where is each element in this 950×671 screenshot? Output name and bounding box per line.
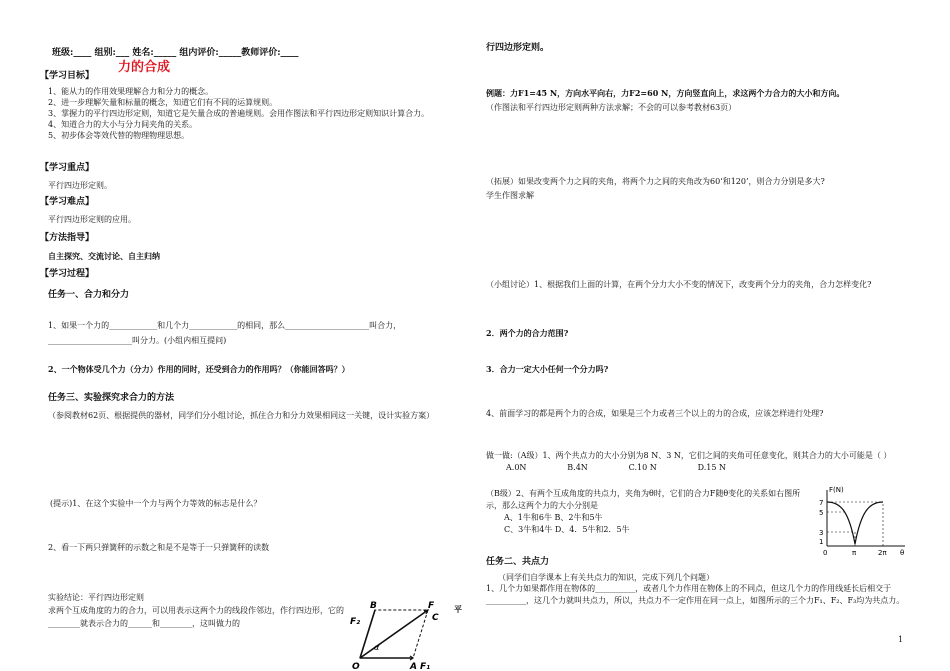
side-note: 平 xyxy=(454,604,462,614)
question-4: 4、前面学习的都是两个力的合成，如果是三个力或者三个以上的力的合成，应该怎样进行处理? xyxy=(486,409,824,418)
hint-1: (提示)1、在这个实验中一个力与两个力等效的标志是什么？ xyxy=(50,499,262,508)
question-3: 3．合力一定大小任何一个分力吗? xyxy=(486,364,609,374)
choice: B.4N xyxy=(567,463,588,472)
task3-heading: 任务三、实验探究求合力的方法 xyxy=(48,393,175,403)
tick-xpi: π xyxy=(852,549,857,556)
method-text: 自主探究、交流讨论、自主归纳 xyxy=(48,251,160,261)
difficulty-text: 平行四边形定则的应用。 xyxy=(48,215,136,224)
student-info-line: 班级:____ 组别:___ 姓名:_____ 组内评价:_____教师评价:____ xyxy=(52,48,299,58)
extension-note: 学生作图求解 xyxy=(486,191,534,200)
goal-item: 5、初步体会等效代替的物理物理思想。 xyxy=(48,131,190,140)
practice-a-choices xyxy=(506,462,726,473)
example-note: （作图法和平行四边形定则两种方法求解；不会的可以参考教材63页） xyxy=(486,103,737,112)
extension-question: （拓展）如果改变两个力之间的夹角，将两个力之间的夹角改为60‘和120’，则合力分别是多大? xyxy=(486,177,825,186)
goals-list xyxy=(48,86,468,141)
process-heading: 【学习过程】 xyxy=(40,269,95,279)
task1-question-1: 1、如果一个力的____________和几个力____________的相同，那么_____________________叫合力，_____________________叫分力。(小组内相互提问) xyxy=(48,321,402,345)
task1-question-2: 2、一个物体受几个力（分力）作用的同时，还受到合力的作用吗？（你能回答吗？） xyxy=(48,364,350,374)
label-c: C xyxy=(432,613,439,623)
conclusion-heading: 实验结论：平行四边形定则 xyxy=(48,593,144,602)
label-a: A xyxy=(410,662,417,671)
force-angle-graph xyxy=(815,484,910,556)
group-discussion: （小组讨论）1、根据我们上面的计算，在两个分力大小不变的情况下，改变两个分力的夹角，合力怎样变化? xyxy=(486,280,872,289)
hint-2: 2、看一下两只弹簧秤的示数之和是不是等于一只弹簧秤的读数 xyxy=(48,543,270,552)
practice-a: 做一做:（A级）1、两个共点力的大小分别为8 N、3 N，它们之间的夹角可任意变化，则其合力的大小可能是（ ） xyxy=(486,451,892,460)
resultant-vector xyxy=(360,610,428,658)
goal-item: 2、进一步理解矢量和标量的概念，知道它们有不同的运算规则。 xyxy=(48,98,278,107)
label-o: O xyxy=(352,662,360,671)
tick-y1: 1 xyxy=(819,538,824,546)
goals-heading: 【学习目标】 xyxy=(40,71,95,81)
example-problem: 例题：力F1=45 N，方向水平向右，力F2=60 N，方向竖直向上，求这两个力合力的大小和方向。 xyxy=(486,88,845,98)
label-f1: F₁ xyxy=(420,662,431,671)
page-number: 1 xyxy=(898,635,904,644)
goal-item: 1、能从力的作用效果理解合力和分力的概念。 xyxy=(48,87,214,96)
page-title: 力的合成 xyxy=(118,60,171,75)
goal-item: 4、知道合力的大小与分力间夹角的关系。 xyxy=(48,120,198,129)
conclusion-text: 求两个互成角度的力的合力，可以用表示这两个力的线段作邻边，作行四边形，它的________就表示合力的______和________，这叫做力的 xyxy=(48,606,344,628)
choice: C.10 N xyxy=(628,463,657,472)
tick-y7: 7 xyxy=(819,499,824,507)
f2-vector xyxy=(360,610,375,658)
continued-text: 行四边形定则。 xyxy=(486,43,550,53)
key-text: 平行四边形定则。 xyxy=(48,181,112,190)
key-heading: 【学习重点】 xyxy=(40,163,95,173)
tick-x2pi: 2π xyxy=(878,549,887,556)
task3-note: （参阅教材62页、根据提供的器材，同学们分小组讨论，抓住合力和分力效果相同这一关键，设计实验方案） xyxy=(48,411,435,420)
task2-text: 1、几个力如果都作用在物体的__________，或者几个力作用在物体上的不同点，但这几个力的作用线延长后相交于__________，这几个力就叫共点力，所以，共点力不一定作用在同一点上，如图所示的三个力F₁、F₂、F₃均为共点力。 xyxy=(486,584,905,605)
label-b: B xyxy=(370,601,377,611)
task2-note: （同学们自学课本上有关共点力的知识，完成下列几个问题） xyxy=(498,573,714,582)
practice-b-choices-1: A、1牛和6牛 B、2牛和5牛 xyxy=(504,513,603,522)
parallelogram-diagram xyxy=(348,598,453,671)
goal-item: 3、掌握力的平行四边形定则，知道它是矢量合成的普遍规则。会用作图法和平行四边形定则知识计算合力。 xyxy=(48,109,430,118)
practice-b-choices-2: C、3牛和4牛 D、4．5牛和2．5牛 xyxy=(504,525,630,534)
label-f2: F₂ xyxy=(350,617,361,627)
task2-heading: 任务二、共点力 xyxy=(486,557,550,567)
label-alpha: α xyxy=(374,643,380,652)
tick-x0: 0 xyxy=(823,549,828,556)
choice: A.0N xyxy=(506,463,527,472)
choice: D.15 N xyxy=(697,463,726,472)
tick-y3: 3 xyxy=(819,529,824,537)
practice-b: （B级）2、有两个互成角度的共点力，夹角为θ时，它们的合力F随θ变化的关系如右图所示，那么这两个力的大小分别是 xyxy=(486,489,801,510)
x-axis-label: θ xyxy=(900,549,905,556)
difficulty-heading: 【学习难点】 xyxy=(40,197,95,207)
graph-title: F(N) xyxy=(829,486,844,494)
question-2: 2．两个力的合力范围? xyxy=(486,328,569,338)
tick-y5: 5 xyxy=(819,509,824,517)
method-heading: 【方法指导】 xyxy=(40,233,95,243)
task1-heading: 任务一、合力和分力 xyxy=(48,290,130,300)
label-f: F xyxy=(428,601,435,611)
